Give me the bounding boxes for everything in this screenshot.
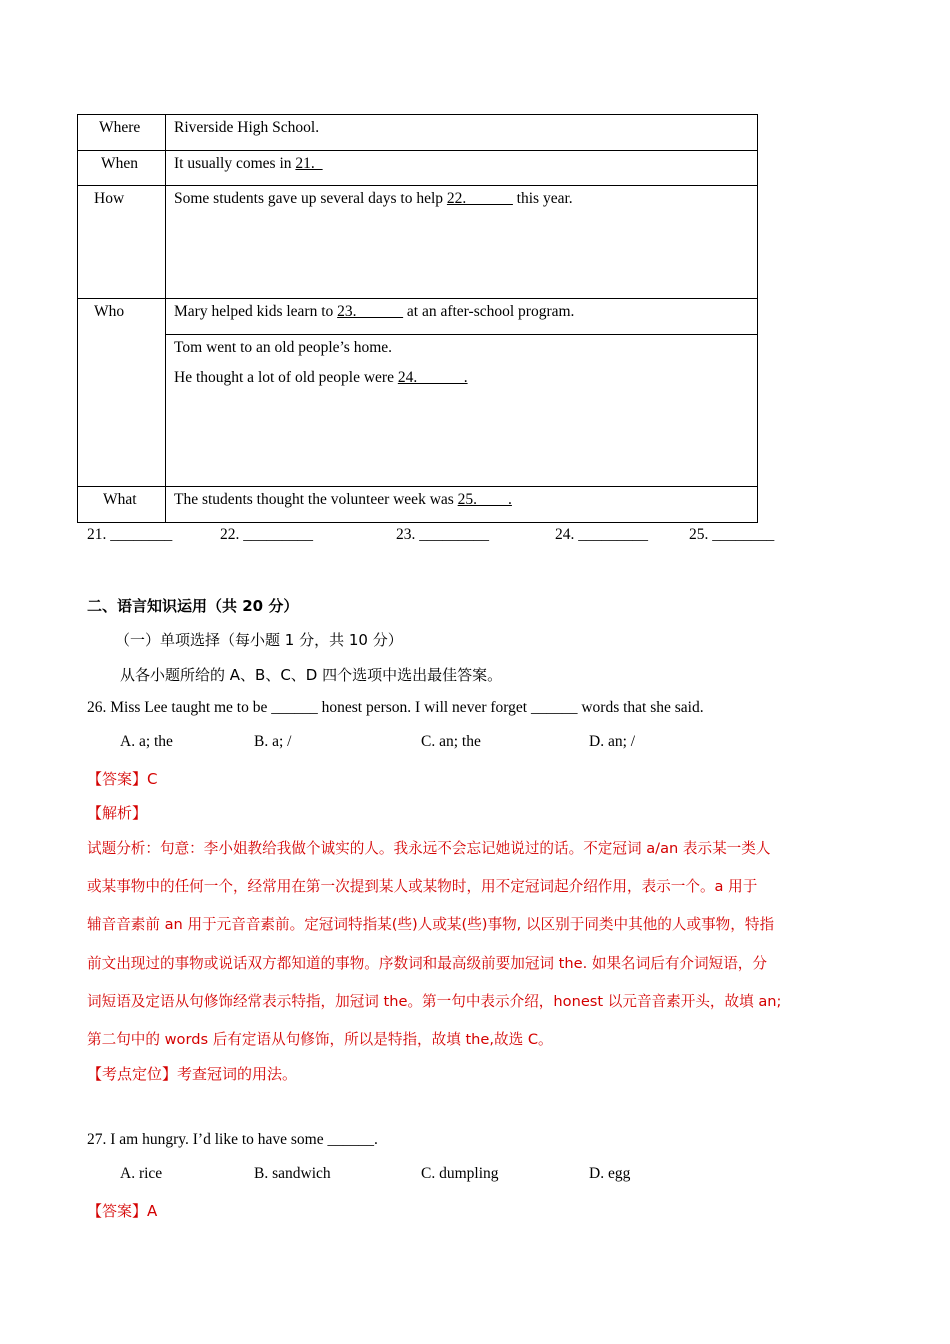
q27-answer: 【答案】A: [87, 1202, 158, 1220]
row-content: It usually comes in 21._: [166, 151, 758, 186]
q26-analysis-line: 词短语及定语从句修饰经常表示特指，加冠词 the。第一句中表示介绍，honest 以元音音素开头，故填 an;: [87, 993, 782, 1010]
q26-analysis-label: 【解析】: [87, 804, 148, 822]
answer-blank-22: 22. _________: [220, 526, 313, 543]
q26-answer: 【答案】C: [87, 770, 158, 788]
answer-blank-24: 24. _________: [555, 526, 648, 543]
q26-analysis-line: 试题分析：句意：李小姐教给我做个诚实的人。我永远不会忘记她说过的话。不定冠词 a/an 表示某一类人: [87, 840, 771, 857]
blank-24: 24.______.: [397, 369, 468, 386]
q26-analysis-line: 或某事物中的任何一个，经常用在第一次提到某人或某物时，用不定冠词起介绍作用，表示一个。a 用于: [87, 878, 758, 895]
blank-23: 23.______: [337, 303, 404, 320]
q26-option-d: D. an; /: [589, 733, 636, 750]
q27-option-c: C. dumpling: [421, 1165, 499, 1182]
table-row: [78, 487, 758, 523]
row-label: When: [78, 151, 166, 186]
table-row: [78, 115, 758, 151]
section-subtitle: （一）单项选择（每小题 1 分，共 10 分）: [115, 631, 403, 649]
section-title: 二、语言知识运用（共 20 分）: [87, 597, 299, 615]
row-content: Riverside High School.: [166, 115, 758, 151]
q26-option-b: B. a; /: [254, 733, 292, 750]
question-27-stem: 27. I am hungry. I’d like to have some ______.: [87, 1131, 378, 1148]
table-row: [78, 186, 758, 299]
blank-25: 25.____.: [457, 491, 512, 508]
row-label: Who: [78, 299, 166, 487]
table-row: [78, 299, 758, 335]
q26-option-a: A. a; the: [120, 733, 173, 750]
blank-22: 22.______: [446, 190, 513, 207]
q26-analysis-line: 辅音音素前 an 用于元音音素前。定冠词特指某(些)人或某(些)事物, 以区别于同类中其他的人或事物，特指: [87, 916, 775, 933]
answer-blank-21: 21. ________: [87, 526, 173, 543]
row-label: How: [78, 186, 166, 299]
answer-blank-25: 25. ________: [689, 526, 775, 543]
table-row: [78, 151, 758, 186]
q27-option-b: B. sandwich: [254, 1165, 331, 1182]
q27-option-a: A. rice: [120, 1165, 163, 1182]
row-content: Mary helped kids learn to 23.______ at an after-school program.: [166, 299, 758, 335]
blank-21: 21._: [295, 155, 323, 172]
info-table: [77, 114, 758, 523]
q26-option-c: C. an; the: [421, 733, 481, 750]
row-content: Tom went to an old people’s home. He thought a lot of old people were 24.______.: [166, 335, 758, 487]
answer-blank-23: 23. _________: [396, 526, 489, 543]
row-label: Where: [78, 115, 166, 151]
q26-analysis-line: 前文出现过的事物或说话双方都知道的事物。序数词和最高级前要加冠词 the. 如果名词后有介词短语，分: [87, 955, 767, 972]
question-26-stem: 26. Miss Lee taught me to be ______ honest person. I will never forget ______ words that she said.: [87, 699, 704, 716]
row-label: What: [78, 487, 166, 523]
row-content: The students thought the volunteer week was 25.____.: [166, 487, 758, 523]
row-content: Some students gave up several days to help 22.______ this year.: [166, 186, 758, 299]
table-row: [78, 335, 758, 487]
section-instruction: 从各小题所给的 A、B、C、D 四个选项中选出最佳答案。: [120, 666, 503, 684]
q26-analysis-line: 第二句中的 words 后有定语从句修饰，所以是特指，故填 the,故选 C。: [87, 1031, 553, 1048]
q27-option-d: D. egg: [589, 1165, 631, 1182]
q26-kaodian: 【考点定位】考查冠词的用法。: [87, 1065, 298, 1083]
